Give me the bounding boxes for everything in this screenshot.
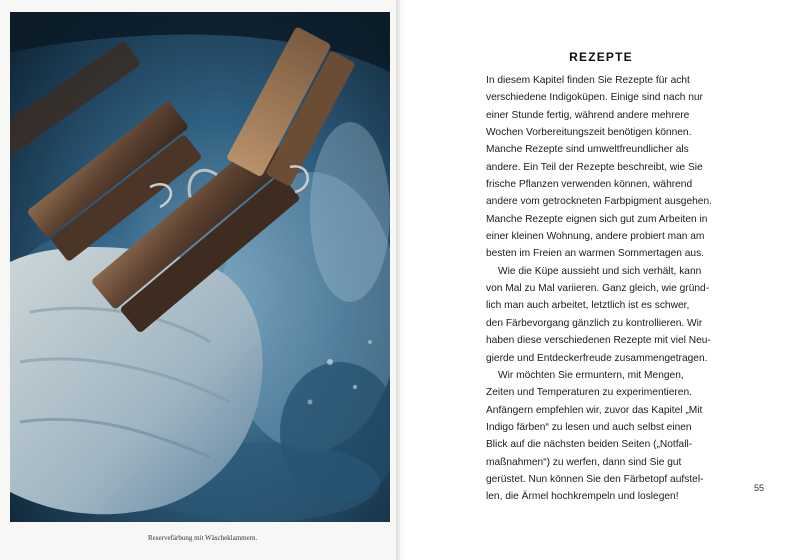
text-line: maßnahmen“) zu werfen, dann sind Sie gut <box>486 456 682 468</box>
chapter-title: REZEPTE <box>569 50 633 64</box>
text-line: einer Stunde fertig, während andere mehrere <box>486 109 690 121</box>
text-line: Blick auf die nächsten beiden Seiten („Notfall- <box>486 439 693 451</box>
text-line: haben diese verschiedenen Rezepte mit viel Neu- <box>486 335 711 347</box>
text-line: Manche Rezepte eignen sich gut zum Arbeiten in <box>486 213 708 225</box>
text-line: besten im Freien an warmen Sommertagen aus. <box>486 248 705 260</box>
text-line: andere vom getrockneten Farbpigment ausgehen. <box>486 196 712 208</box>
text-line: len, die Ärmel hochkrempeln und loslegen! <box>486 491 679 503</box>
book-spine-shadow <box>396 0 406 560</box>
text-line: verschiedene Indigoküpen. Einige sind nach nur <box>486 92 703 104</box>
page-number: 55 <box>754 483 765 493</box>
text-line: Wochen Vorbereitungszeit benötigen können. <box>486 127 692 139</box>
text-line: andere. Ein Teil der Rezepte beschreibt, wie Sie <box>486 161 703 173</box>
text-line: In diesem Kapitel finden Sie Rezepte für acht <box>486 75 690 86</box>
text-line: lich man auch arbeitet, letztlich ist es schwer, <box>486 300 690 312</box>
text-line: Zeiten und Temperaturen zu experimentieren. <box>486 387 692 399</box>
text-line: Manche Rezepte sind umweltfreundlicher als <box>486 144 689 156</box>
text-line: von Mal zu Mal variieren. Ganz gleich, wie gründ- <box>486 283 710 295</box>
indigo-clothespin-photo <box>10 12 390 522</box>
text-line: einer kleinen Wohnung, andere probiert man am <box>486 231 705 243</box>
text-line: Indigo färben“ zu lesen und auch selbst einen <box>486 421 692 433</box>
text-line: Anfängern empfehlen wir, zuvor das Kapitel „Mit <box>486 404 703 416</box>
body-text <box>486 72 722 506</box>
text-line: gierde und Entdeckerfreude zusammengetragen. <box>486 352 708 364</box>
text-line: gerüstet. Nun können Sie den Färbetopf aufstel- <box>486 473 704 485</box>
photo-caption: Reservefärbung mit Wäscheklammern. <box>148 534 258 542</box>
text-line: Wie die Küpe aussieht und sich verhält, kann <box>498 265 702 277</box>
text-line: frische Pflanzen verwenden können, während <box>486 179 693 191</box>
text-line: den Färbevorgang gänzlich zu kontrollieren. Wir <box>486 317 703 329</box>
text-line: Wir möchten Sie ermuntern, mit Mengen, <box>498 369 684 381</box>
